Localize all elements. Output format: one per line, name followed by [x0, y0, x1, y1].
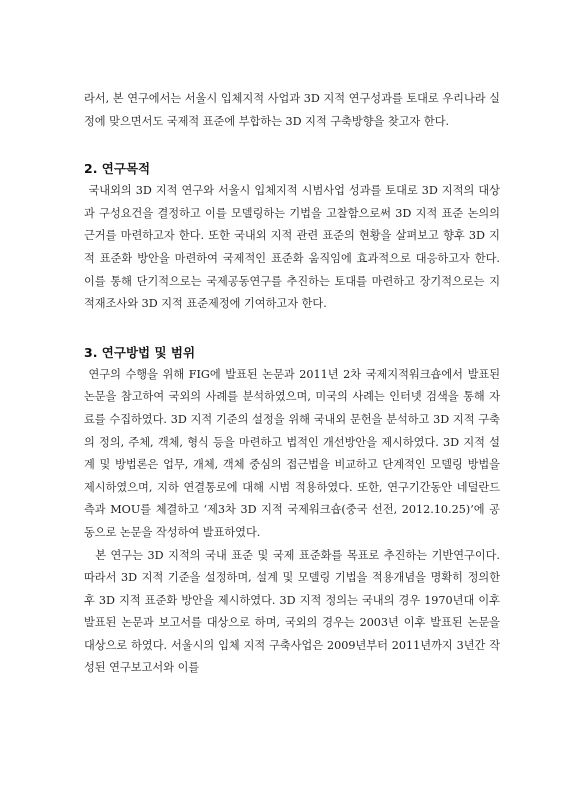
section-2-body: 국내외의 3D 지적 연구와 서울시 입체지적 시범사업 성과를 토대로 3D 지적의 대상과 구성요건을 결정하고 이를 모델링하는 기법을 고찰함으로써 3D 지적 표준 논의의 근거를 마련하고자 한다. 또한 국내외 지적 관련 표준의 현황을 살펴보고 향후 3D 지적 표준화 방안을 마련하여 국제적인 표준화 움직임에 효과적으로 대응하고자 한다. 이를 통해 단기적으로는 국제공동연구를 추진하는 토대를 마련하고 장기적으로는 지적재조사와 3D 지적 표준제정에 기여하고자 한다. — [84, 184, 500, 311]
section-3-heading: 3. 연구방법 및 범위 — [84, 344, 196, 360]
section-2-heading: 2. 연구목적 — [84, 161, 151, 177]
section-3-body-1: 연구의 수행을 위해 FIG에 발표된 논문과 2011년 2차 국제지적워크숍에서 발표된 논문을 참고하여 국외의 사례를 분석하였으며, 미국의 사례는 인터넷 검색을 통해 자료를 수집하였다. 3D 지적 기준의 설정을 위해 국내외 문헌을 분석하고 3D 지적 구축의 정의, 주체, 객체, 형식 등을 마련하고 법적인 개선방안을 제시하였다. 3D 지적 설계 및 방법론은 업무, 개체, 객체 중심의 접근법을 비교하고 단계적인 모델링 방법을 제시하였으며, 지하 연결통로에 대해 시범 적용하였다. 또한, 연구기간동안 네덜란드 측과 MOU를 체결하고 ‘제3차 3D 지적 국제워크숍(중국 선전, 2012.10.25)’에 공동으로 논문을 작성하여 발표하였다. — [84, 367, 500, 539]
section-3-body-2: 본 연구는 3D 지적의 국내 표준 및 국제 표준화를 목표로 추진하는 기반연구이다. 따라서 3D 지적 기준을 설정하며, 설계 및 모델링 기법을 적용개념을 명확히 정의한 후 3D 지적 표준화 방안을 제시하였다. 3D 지적 정의는 국내의 경우 1970년대 이후 발표된 논문과 보고서를 대상으로 하며, 국외의 경우는 2003년 이후 발표된 논문을 대상으로 하였다. 서울시의 입체 지적 구축사업은 2009년부터 2011년까지 3년간 작성된 연구보고서와 이를 — [84, 548, 500, 675]
document-page — [84, 88, 500, 680]
intro-paragraph: 라서, 본 연구에서는 서울시 입체지적 사업과 3D 지적 연구성과를 토대로 우리나라 실정에 맞으면서도 국제적 표준에 부합하는 3D 지적 구축방향을 찾고자 한다. — [84, 92, 500, 128]
